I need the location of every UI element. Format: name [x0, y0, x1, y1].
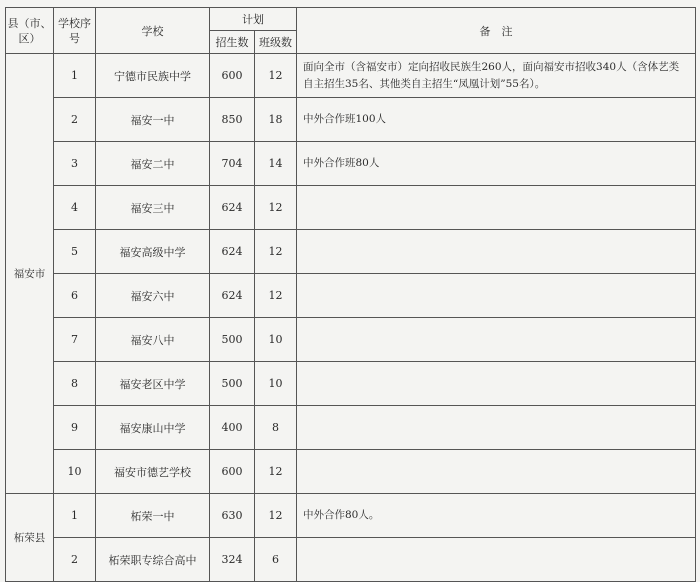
- note-cell: [297, 230, 696, 274]
- table-row: [6, 98, 696, 142]
- note-cell: [297, 362, 696, 406]
- enroll-cell: 324: [210, 538, 255, 582]
- serial-cell: 4: [54, 186, 96, 230]
- classes-cell: 14: [255, 142, 297, 186]
- classes-cell: 18: [255, 98, 297, 142]
- classes-cell: 10: [255, 318, 297, 362]
- school-cell: 柘荣职专综合高中: [96, 538, 210, 582]
- serial-cell: 10: [54, 450, 96, 494]
- classes-cell: 10: [255, 362, 297, 406]
- serial-cell: 7: [54, 318, 96, 362]
- serial-cell: 2: [54, 538, 96, 582]
- table-row: [6, 142, 696, 186]
- note-cell: [297, 538, 696, 582]
- table-row: [6, 230, 696, 274]
- enroll-cell: 400: [210, 406, 255, 450]
- note-cell: [297, 450, 696, 494]
- classes-cell: 12: [255, 450, 297, 494]
- serial-cell: 1: [54, 494, 96, 538]
- table-body: [6, 54, 696, 582]
- header-classes: 班级数: [255, 31, 297, 54]
- school-cell: 福安市德艺学校: [96, 450, 210, 494]
- school-cell: 福安八中: [96, 318, 210, 362]
- serial-cell: 9: [54, 406, 96, 450]
- table-row: [6, 274, 696, 318]
- note-cell: [297, 406, 696, 450]
- table-row: [6, 450, 696, 494]
- serial-cell: 3: [54, 142, 96, 186]
- classes-cell: 12: [255, 186, 297, 230]
- school-cell: 福安三中: [96, 186, 210, 230]
- note-cell: [297, 186, 696, 230]
- serial-cell: 5: [54, 230, 96, 274]
- note-cell: [297, 318, 696, 362]
- table-row: [6, 362, 696, 406]
- serial-cell: 8: [54, 362, 96, 406]
- enrollment-plan-table: [5, 7, 696, 582]
- note-cell: 面向全市（含福安市）定向招收民族生260人，面向福安市招收340人（含体艺类自主招生35名、其他类自主招生“凤凰计划”55名）。: [297, 54, 696, 98]
- note-cell: 中外合作80人。: [297, 494, 696, 538]
- school-cell: 宁德市民族中学: [96, 54, 210, 98]
- header-school: 学校: [96, 8, 210, 54]
- county-cell: 柘荣县: [6, 494, 54, 582]
- enroll-cell: 624: [210, 230, 255, 274]
- enrollment-table-container: [5, 7, 696, 582]
- note-cell: [297, 274, 696, 318]
- school-cell: 福安康山中学: [96, 406, 210, 450]
- enroll-cell: 630: [210, 494, 255, 538]
- serial-cell: 2: [54, 98, 96, 142]
- table-header: [6, 8, 696, 54]
- table-row: [6, 318, 696, 362]
- school-cell: 福安六中: [96, 274, 210, 318]
- school-cell: 柘荣一中: [96, 494, 210, 538]
- classes-cell: 6: [255, 538, 297, 582]
- enroll-cell: 850: [210, 98, 255, 142]
- serial-cell: 6: [54, 274, 96, 318]
- school-cell: 福安高级中学: [96, 230, 210, 274]
- table-row: [6, 54, 696, 98]
- note-cell: 中外合作班80人: [297, 142, 696, 186]
- classes-cell: 12: [255, 274, 297, 318]
- table-row: [6, 538, 696, 582]
- county-cell: 福安市: [6, 54, 54, 494]
- table-row: [6, 406, 696, 450]
- school-cell: 福安老区中学: [96, 362, 210, 406]
- header-plan: 计划: [210, 8, 297, 31]
- classes-cell: 12: [255, 230, 297, 274]
- school-cell: 福安二中: [96, 142, 210, 186]
- classes-cell: 12: [255, 54, 297, 98]
- enroll-cell: 600: [210, 450, 255, 494]
- enroll-cell: 600: [210, 54, 255, 98]
- table-row: [6, 494, 696, 538]
- classes-cell: 12: [255, 494, 297, 538]
- school-cell: 福安一中: [96, 98, 210, 142]
- enroll-cell: 500: [210, 318, 255, 362]
- header-serial: 学校序号: [54, 8, 96, 54]
- table-row: [6, 186, 696, 230]
- enroll-cell: 624: [210, 274, 255, 318]
- header-county: 县（市、区）: [6, 8, 54, 54]
- serial-cell: 1: [54, 54, 96, 98]
- note-cell: 中外合作班100人: [297, 98, 696, 142]
- header-note: 备 注: [297, 8, 696, 54]
- enroll-cell: 500: [210, 362, 255, 406]
- classes-cell: 8: [255, 406, 297, 450]
- header-enroll: 招生数: [210, 31, 255, 54]
- enroll-cell: 624: [210, 186, 255, 230]
- enroll-cell: 704: [210, 142, 255, 186]
